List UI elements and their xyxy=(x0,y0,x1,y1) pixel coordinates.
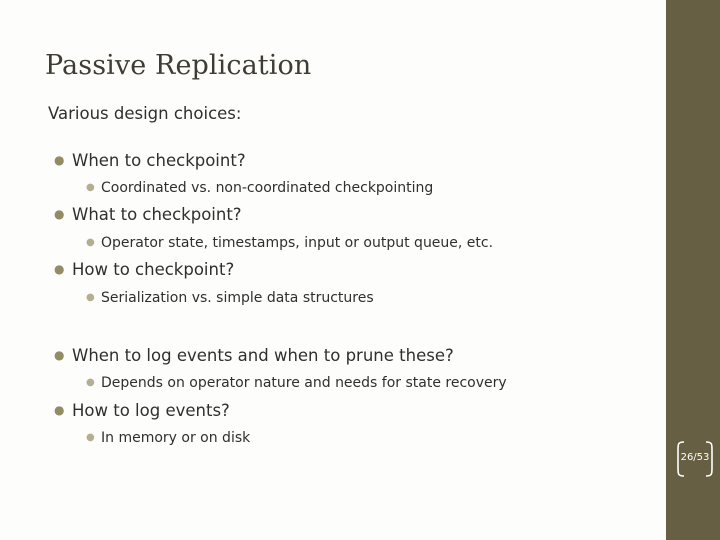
bullet-dot-icon: ● xyxy=(86,432,95,443)
bullet-text: What to checkpoint? xyxy=(72,205,242,224)
bullet-item xyxy=(48,151,246,170)
bullet-item xyxy=(48,346,454,365)
bullet-dot-icon: ● xyxy=(54,262,65,276)
bullet-dot-icon: ● xyxy=(86,292,95,303)
bullet-item xyxy=(48,205,242,224)
intro-text: Various design choices: xyxy=(48,104,242,123)
bullet-text: How to log events? xyxy=(72,401,230,420)
bullet-dot-icon: ● xyxy=(86,377,95,388)
bullet-dot-icon: ● xyxy=(54,207,65,221)
sub-bullet-item xyxy=(78,290,374,306)
bullet-dot-icon: ● xyxy=(54,403,65,417)
bullet-text: When to checkpoint? xyxy=(72,151,246,170)
sub-bullet-item xyxy=(78,375,507,391)
page-number-badge xyxy=(675,440,715,478)
bullet-item xyxy=(48,260,234,279)
bullet-dot-icon: ● xyxy=(86,237,95,248)
sub-bullet-text: Operator state, timestamps, input or output queue, etc. xyxy=(101,235,494,251)
sub-bullet-item xyxy=(78,180,433,196)
bullet-text: When to log events and when to prune these? xyxy=(72,346,454,365)
sub-bullet-item xyxy=(78,430,250,446)
bullet-dot-icon: ● xyxy=(54,153,65,167)
sub-bullet-text: Serialization vs. simple data structures xyxy=(101,290,374,306)
bullet-item xyxy=(48,401,230,420)
bullet-dot-icon: ● xyxy=(54,348,65,362)
page-number: 26/53 xyxy=(680,452,710,463)
sub-bullet-text: Depends on operator nature and needs for state recovery xyxy=(101,375,507,391)
slide-title: Passive Replication xyxy=(45,50,312,81)
bullet-text: How to checkpoint? xyxy=(72,260,235,279)
slide-content xyxy=(48,104,658,446)
sub-bullet-item xyxy=(78,235,493,251)
sub-bullet-text: In memory or on disk xyxy=(101,430,251,446)
sub-bullet-text: Coordinated vs. non-coordinated checkpointing xyxy=(101,180,434,196)
bullet-dot-icon: ● xyxy=(86,182,95,193)
